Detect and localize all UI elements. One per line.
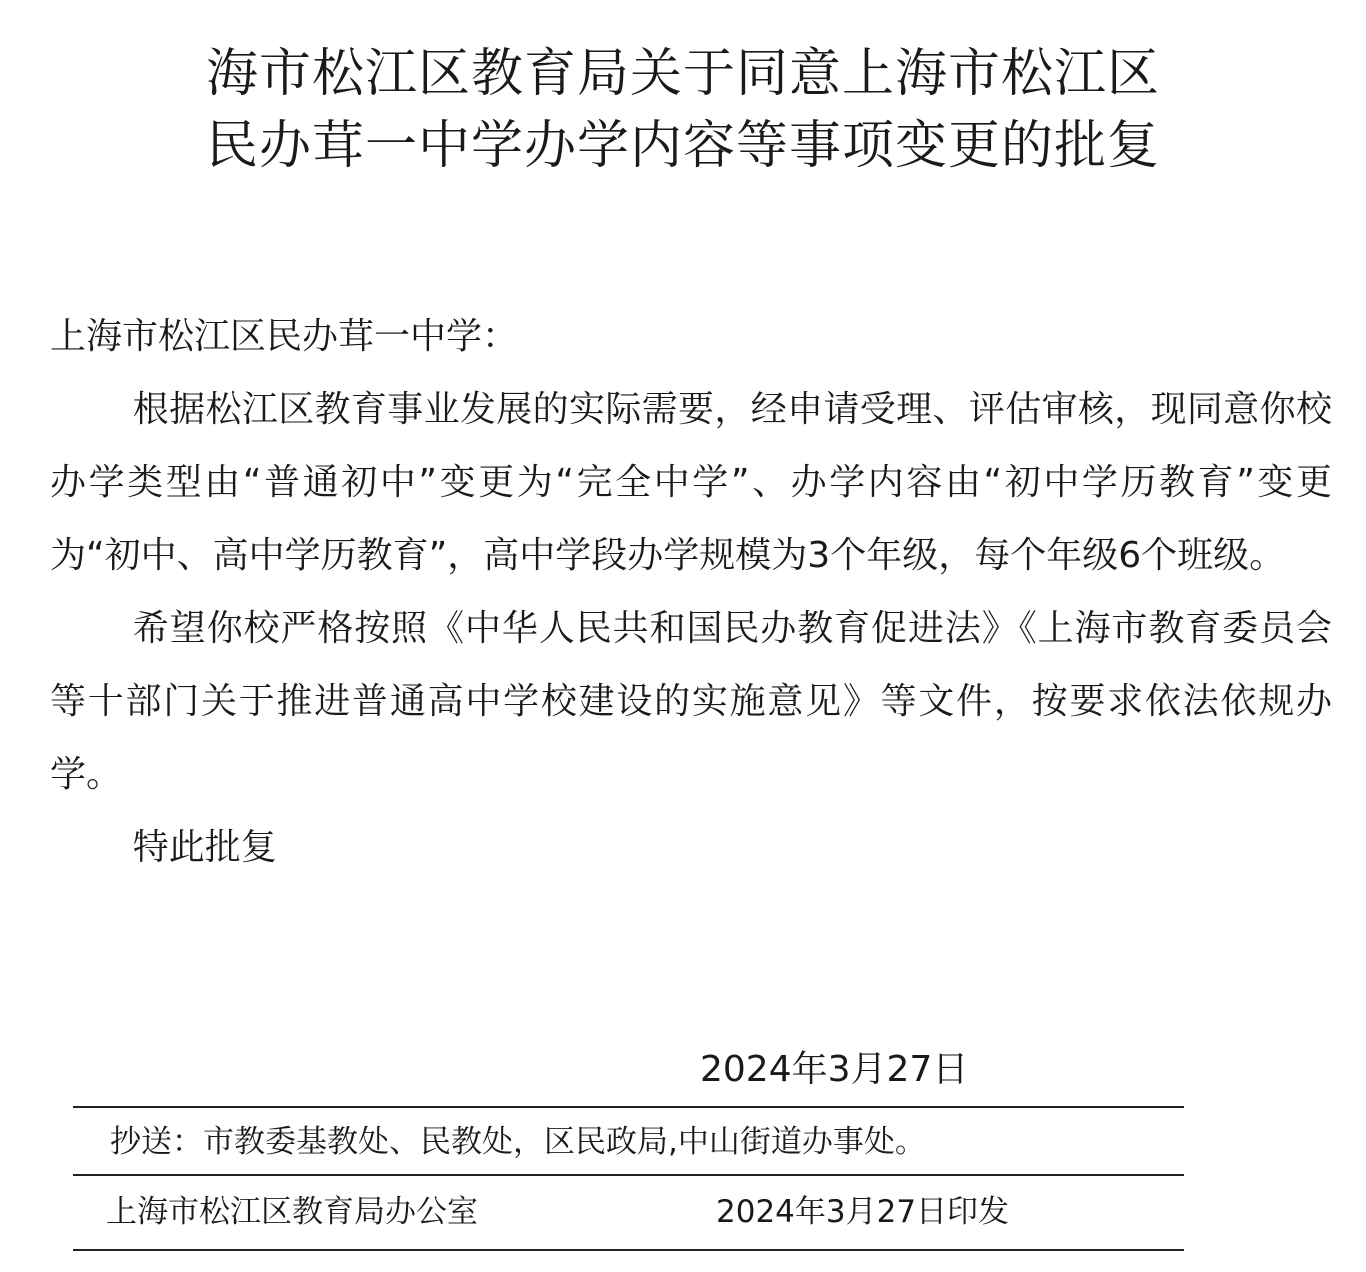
paragraph-requirements: 希望你校严格按照《中华人民共和国民办教育促进法》《上海市教育委员会等十部门关于推进普通高中学校建设的实施意见》等文件，按要求依法依规办学。 bbox=[50, 608, 1332, 795]
document-title-line-2: 民办茸一中学办学内容等事项变更的批复 bbox=[205, 116, 1160, 176]
print-date: 2024年3月27日印发 bbox=[716, 1194, 1010, 1230]
issuing-office: 上海市松江区教育局办公室 bbox=[106, 1194, 478, 1230]
footer-divider-middle bbox=[73, 1174, 1184, 1176]
paragraph-approval: 根据松江区教育事业发展的实际需要，经申请受理、评估审核，现同意你校办学类型由“普通初中”变更为“完全中学”、办学内容由“初中学历教育”变更为“初中、高中学历教育”，高中学段办学规模为3个年级，每个年级6个班级。 bbox=[50, 389, 1332, 576]
cc-recipients: 抄送：市教委基教处、民教处，区民政局,中山街道办事处。 bbox=[110, 1124, 926, 1160]
paragraph-closing: 特此批复 bbox=[132, 827, 277, 868]
issue-date: 2024年3月27日 bbox=[700, 1049, 969, 1090]
footer-divider-bottom bbox=[73, 1249, 1184, 1251]
addressee: 上海市松江区民办茸一中学： bbox=[50, 316, 519, 357]
document-body bbox=[50, 300, 1332, 884]
document-title-line-1: 海市松江区教育局关于同意上海市松江区 bbox=[205, 44, 1160, 104]
document-title bbox=[0, 38, 1366, 182]
footer-divider-top bbox=[73, 1106, 1184, 1108]
